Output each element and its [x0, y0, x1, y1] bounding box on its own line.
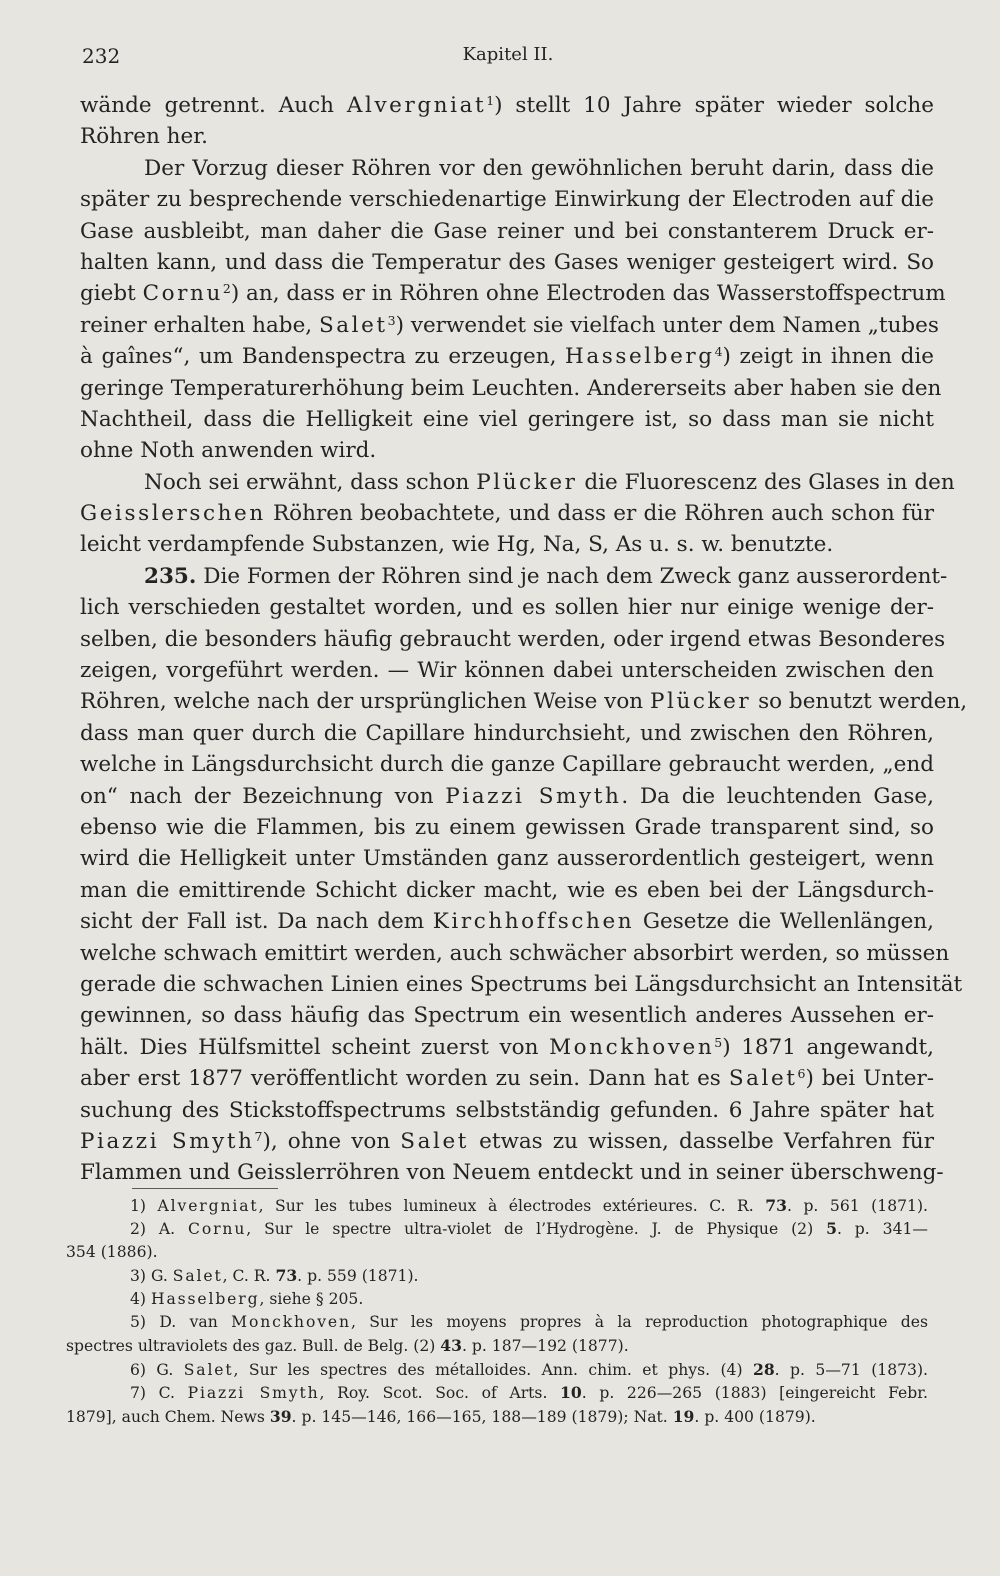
- footnote: 5) D. van Monckhoven, Sur les moyens propres à la reproduction photographique des: [130, 1312, 928, 1331]
- text-line: zeigen, vorgeführt werden. — Wir können dabei unterscheiden zwischen den: [80, 658, 934, 684]
- footnote: 1) Alvergniat, Sur les tubes lumineux à électrodes extérieures. C. R. 73. p. 561 (1871).: [130, 1196, 928, 1215]
- main-text: [80, 90, 968, 1189]
- footnote-ref: 5: [714, 1034, 723, 1050]
- author-name: Plücker: [476, 469, 578, 495]
- text-line: selben, die besonders häufig gebraucht werden, oder irgend etwas Besonderes: [80, 626, 946, 652]
- text-line: Röhren her.: [80, 124, 208, 150]
- footnote-continuation: 354 (1886).: [66, 1242, 158, 1261]
- footnote: 7) C. Piazzi Smyth, Roy. Scot. Soc. of Arts. 10. p. 226—265 (1883) [eingereicht Febr.: [130, 1383, 928, 1403]
- footnote-ref: 1: [486, 93, 495, 109]
- author-name: Piazzi Smyth: [445, 783, 622, 809]
- section-number: 235.: [144, 563, 197, 589]
- text-line: welche in Längsdurchsicht durch die ganze Capillare gebraucht werden, „end: [80, 752, 934, 778]
- text-line: ebenso wie die Flammen, bis zu einem gewissen Grade transparent sind, so: [80, 814, 934, 840]
- author-name: Alvergniat: [346, 93, 487, 118]
- text-line: on“ nach der Bezeichnung von Piazzi Smyth. Da die leuchtenden Gase,: [80, 783, 934, 809]
- footnote-ref: 2: [222, 281, 231, 297]
- author-name: Monckhoven: [549, 1034, 715, 1060]
- text-line: reiner erhalten habe, Salet$^3$) verwendet sie vielfach unter dem Namen „tubes: [80, 312, 939, 338]
- text-line: leicht verdampfende Substanzen, wie Hg, Na, S, As u. s. w. benutzte.: [80, 532, 834, 558]
- text-line: lich verschieden gestaltet worden, und es sollen hier nur einige wenige der-: [80, 595, 934, 621]
- text-line: Nachtheil, dass die Helligkeit eine viel geringere ist, so dass man sie nicht: [80, 406, 934, 432]
- footnote-continuation: spectres ultraviolets des gaz. Bull. de Belg. (2) 43. p. 187—192 (1877).: [66, 1336, 629, 1356]
- footnote-ref: 4: [714, 344, 723, 360]
- text-line: geringe Temperaturerhöhung beim Leuchten. Andererseits aber haben sie den: [80, 375, 942, 401]
- text-line: Gase ausbleibt, man daher die Gase reiner und bei constanterem Druck er-: [80, 218, 934, 244]
- author-name: Salet: [400, 1128, 469, 1154]
- text-line: später zu besprechende verschiedenartige Einwirkung der Electroden auf die: [80, 187, 934, 213]
- text-line: wird die Helligkeit unter Umständen ganz ausserordentlich gesteigert, wenn: [80, 846, 934, 872]
- footnote-ref: 3: [387, 312, 396, 328]
- author-name: Hasselberg: [565, 344, 715, 370]
- text-line: ohne Noth anwenden wird.: [80, 438, 377, 464]
- text-line: hält. Dies Hülfsmittel scheint zuerst von Monckhoven$^5$) 1871 angewandt,: [80, 1034, 935, 1060]
- text-line: aber erst 1877 veröffentlicht worden zu sein. Dann hat es Salet$^6$) bei Unter-: [80, 1066, 935, 1092]
- text-line: halten kann, und dass die Temperatur des Gases weniger gesteigert wird. So: [80, 249, 934, 275]
- text-line: welche schwach emittirt werden, auch schwächer absorbirt werden, so müssen: [80, 940, 950, 966]
- running-head: Kapitel II.: [462, 44, 554, 65]
- footnote-ref: 7: [254, 1129, 263, 1145]
- text-line: Flammen und Geisslerröhren von Neuem entdeckt und in seiner überschweng-: [80, 1160, 944, 1186]
- footnote-continuation: 1879], auch Chem. News 39. p. 145—146, 166—165, 188—189 (1879); Nat. 19. p. 400 (1879).: [66, 1406, 816, 1426]
- page-header: [82, 38, 934, 72]
- footnotes: [66, 1194, 928, 1428]
- text-line: Noch sei erwähnt, dass schon Plücker die Fluorescenz des Glases in den: [144, 469, 955, 495]
- footnote: 3) G. Salet, C. R. 73. p. 559 (1871).: [130, 1266, 419, 1286]
- text-line: man die emittirende Schicht dicker macht, wie es eben bei der Längsdurch-: [80, 877, 934, 903]
- footnote-separator: [132, 1188, 278, 1189]
- text-line: sicht der Fall ist. Da nach dem Kirchhoffschen Gesetze die Wellenlängen,: [80, 909, 934, 935]
- text-line: gewinnen, so dass häufig das Spectrum ein wesentlich anderes Aussehen er-: [80, 1003, 934, 1029]
- author-name: Geisslerschen: [80, 501, 266, 527]
- text-line: gerade die schwachen Linien eines Spectrums bei Längsdurchsicht an Intensität: [80, 971, 963, 997]
- footnote-ref: 6: [797, 1066, 806, 1082]
- footnote: 6) G. Salet, Sur les spectres des métalloides. Ann. chim. et phys. (4) 28. p. 5—71 (1873).: [130, 1359, 929, 1379]
- author-name: Salet: [318, 312, 388, 338]
- text-line: wände getrennt. Auch Alvergniat$^1$) stellt 10 Jahre später wieder solche: [80, 93, 934, 118]
- author-name: Kirchhoffschen: [432, 909, 635, 935]
- author-name: Salet: [728, 1066, 798, 1092]
- text-line: dass man quer durch die Capillare hindurchsieht, und zwischen den Röhren,: [80, 720, 934, 746]
- text-line: Piazzi Smyth$^7$), ohne von Salet etwas zu wissen, dasselbe Verfahren für: [80, 1128, 934, 1154]
- text-line: Der Vorzug dieser Röhren vor den gewöhnlichen beruht darin, dass die: [144, 155, 934, 181]
- author-name: Plücker: [649, 689, 752, 715]
- text-line: giebt Cornu$^2$) an, dass er in Röhren ohne Electroden das Wasserstoffspectrum: [80, 281, 946, 307]
- page-number: 232: [82, 44, 121, 68]
- author-name: Cornu: [142, 281, 223, 307]
- author-name: Piazzi Smyth: [80, 1128, 255, 1154]
- text-line: Geisslerschen Röhren beobachtete, und dass er die Röhren auch schon für: [80, 501, 934, 527]
- text-line: à gaînes“, um Bandenspectra zu erzeugen, Hasselberg$^4$) zeigt in ihnen die: [80, 344, 934, 370]
- text-line: 235. Die Formen der Röhren sind je nach dem Zweck ganz ausserordent-: [144, 563, 948, 589]
- text-line: suchung des Stickstoffspectrums selbstständig gefunden. 6 Jahre später hat: [80, 1097, 934, 1123]
- footnote: 4) Hasselberg, siehe § 205.: [130, 1289, 364, 1308]
- text-line: Röhren, welche nach der ursprünglichen Weise von Plücker so benutzt werden,: [80, 689, 968, 715]
- footnote: 2) A. Cornu, Sur le spectre ultra-violet de l’Hydrogène. J. de Physique (2) 5. p. 341—: [130, 1219, 929, 1239]
